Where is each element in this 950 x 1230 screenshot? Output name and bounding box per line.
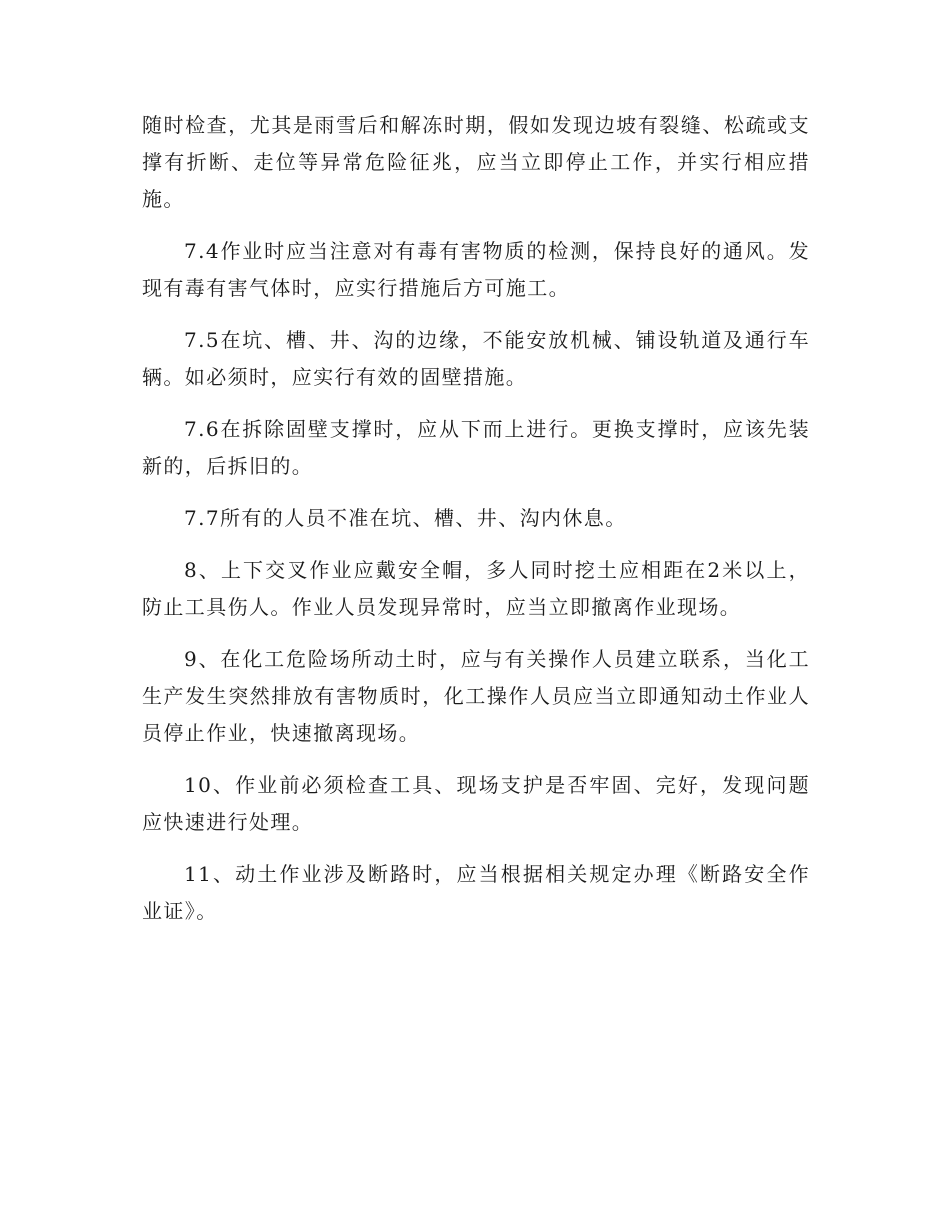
paragraph-continuation: 随时检查，尤其是雨雪后和解冻时期，假如发现边坡有裂缝、松疏或支撑有折断、走位等异常危险征兆，应当立即停止工作，并实行相应措施。 [142,113,810,211]
paragraph-11: 11、动土作业涉及断路时，应当根据相关规定办理《断路安全作业证》。 [142,862,810,923]
paragraph-7-4: 7.4作业时应当注意对有毒有害物质的检测，保持良好的通风。发现有毒有害气体时，应实行措施后方可施工。 [142,239,810,300]
paragraph-8: 8、上下交叉作业应戴安全帽，多人同时挖土应相距在2米以上，防止工具伤人。作业人员发现异常时，应当立即撤离作业现场。 [142,558,810,619]
document-body [142,107,810,945]
paragraph-10: 10、作业前必须检查工具、现场支护是否牢固、完好，发现问题应快速进行处理。 [142,773,810,834]
paragraph-7-6: 7.6在拆除固壁支撑时，应从下而上进行。更换支撑时，应该先装新的，后拆旧的。 [142,417,810,478]
paragraph-9: 9、在化工危险场所动土时，应与有关操作人员建立联系，当化工生产发生突然排放有害物质时，化工操作人员应当立即通知动土作业人员停止作业，快速撤离现场。 [142,647,810,745]
paragraph-7-7: 7.7所有的人员不准在坑、槽、井、沟内休息。 [184,506,627,530]
paragraph-7-5: 7.5在坑、槽、井、沟的边缘，不能安放机械、铺设轨道及通行车辆。如必须时，应实行有效的固壁措施。 [142,328,810,389]
